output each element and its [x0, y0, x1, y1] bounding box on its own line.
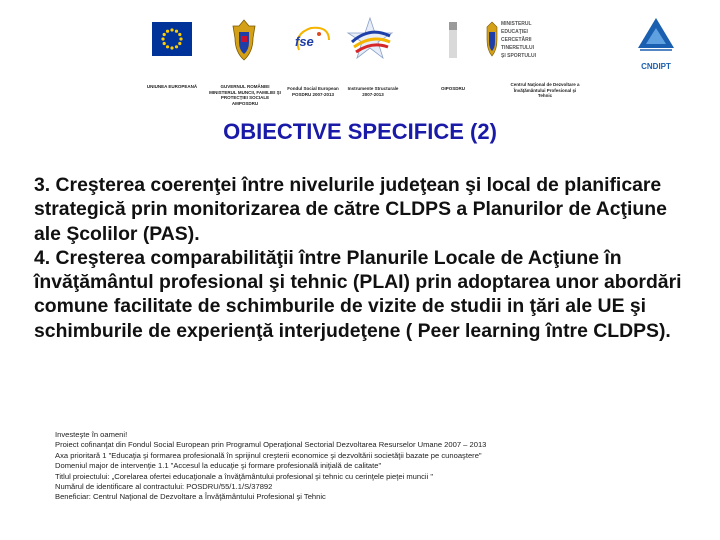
footer-line: Titlul proiectului: „Corelarea ofertei educaţionale a învăţământului profesional şi tehnic cu cerinţele pieţei muncii " — [55, 471, 434, 481]
footer-line: Axa prioritară 1 "Educaţia şi formarea profesională în sprijinul creşterii economice şi dezvoltării societăţii bazate pe cunoaştere" — [55, 450, 482, 460]
cndipt-wordmark: CNDIPT — [641, 62, 671, 71]
logo-label-structural: Instrumente Structurale 2007-2013 — [347, 86, 399, 97]
footer-line: Numărul de identificare al contractului: POSDRU/55/1.1/S/37892 — [55, 482, 273, 492]
project-footer — [55, 430, 655, 503]
objectives-body — [34, 173, 699, 343]
page-title: OBIECTIVE SPECIFICE (2) — [223, 119, 497, 144]
fse-logo-icon — [289, 22, 335, 58]
cndipt-logo-icon — [632, 14, 680, 62]
eu-flag-icon — [152, 22, 192, 56]
logo-label-cndipt: Centrul Naţional de Dezvoltare a Învăţământului Profesional şi Tehnic — [510, 82, 580, 98]
logo-label-fse: Fondul Social European POSDRU 2007-2013 — [287, 86, 339, 97]
objective-3-paragraph: 3. Creşterea coerenţei între nivelurile judeţean şi local de planificare strategică prin monitorizarea de către CLDPS a Planurilor de Acţiune ale Şcolilor (PAS). — [34, 174, 667, 245]
oiposdru-logo-icon — [446, 20, 460, 60]
footer-line: Beneficiar: Centrul Naţional de Dezvoltare a Învăţământului Profesional şi Tehnic — [55, 492, 326, 502]
footer-line: Investeşte în oameni! — [55, 430, 128, 439]
structural-instruments-icon — [344, 16, 396, 62]
logo-label-oiposdru: OIPOSDRU — [440, 86, 465, 91]
logo-header — [0, 0, 720, 110]
footer-line: Proiect cofinanţat din Fondul Social European prin Programul Operaţional Sectorial Dezvoltarea Resurselor Umane 2007 – 2013 — [55, 440, 487, 450]
romania-coat-of-arms-icon — [231, 18, 257, 62]
logo-label-government: GUVERNUL ROMÂNIEI MINISTERUL MUNCII, FAMILIEI ŞI PROTECŢIEI SOCIALE AMPOSDRU — [209, 84, 281, 106]
logo-label-eu: UNIUNEA EUROPEANĂ — [146, 84, 198, 89]
ministry-education-logo-icon — [484, 18, 500, 62]
footer-line: Domeniul major de intervenţie 1.1 "Accesul la educaţie şi formare profesională iniţială de calitate" — [55, 461, 382, 471]
svg-text:fse: fse — [295, 34, 314, 49]
objective-4-paragraph: 4. Creşterea comparabilităţii între Planurile Locale de Acţiune în învăţământul profesional şi tehnic (PLAI) prin adoptarea unor abordări comune facilitate de schimburile de vizite de studii in ţări ale UE şi schimburile de experienţă interjudeţene ( Peer learning între CLDPS). — [34, 246, 682, 342]
logo-label-ministry: MINISTERUL EDUCAŢIEI CERCETĂRII TINERETULUI ŞI SPORTULUI — [501, 21, 537, 59]
